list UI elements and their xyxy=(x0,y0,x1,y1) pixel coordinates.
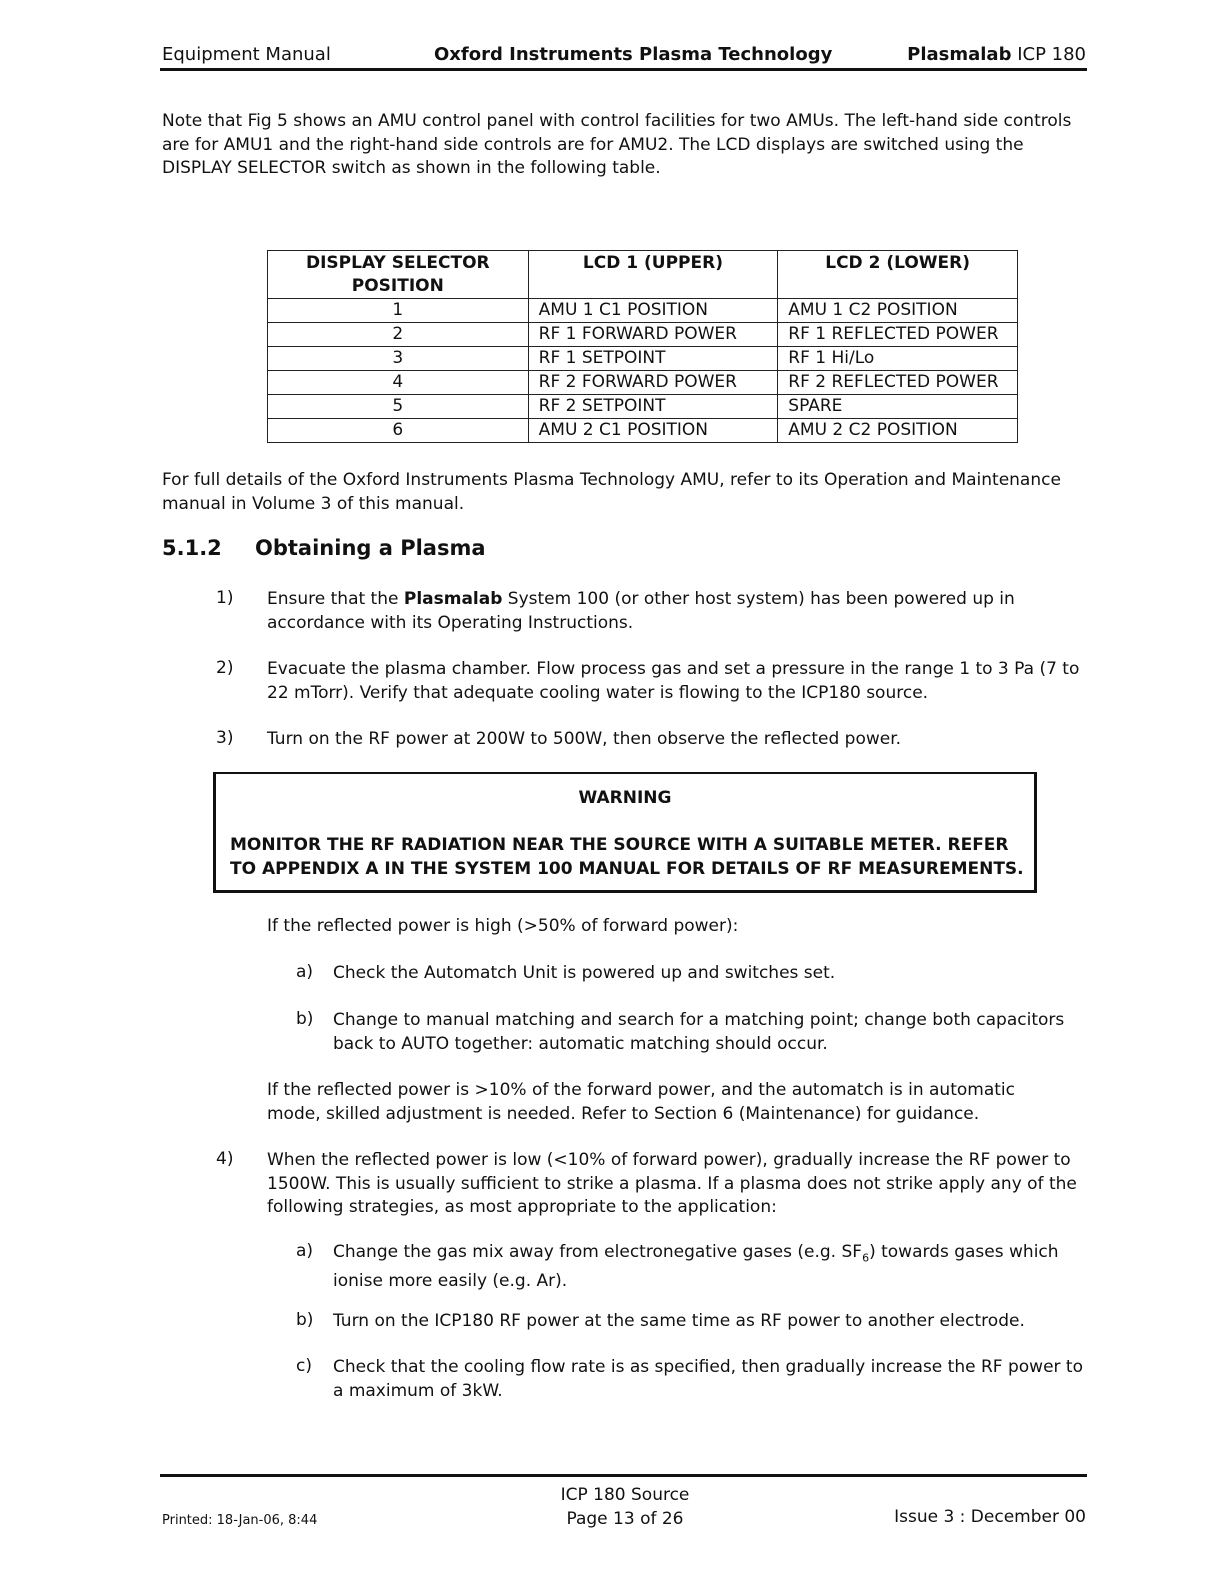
item-text xyxy=(333,1241,1093,1293)
cell-lcd2: RF 1 Hi/Lo xyxy=(778,347,1018,371)
full-details-paragraph: For full details of the Oxford Instruments Plasma Technology AMU, refer to its Operation and Maintenance manual in Volume 3 of this manual. xyxy=(162,470,1061,514)
high-reflected-intro: If the reflected power is high (>50% of forward power): xyxy=(267,916,739,936)
cell-lcd1: AMU 1 C1 POSITION xyxy=(528,299,778,323)
footer-doc: ICP 180 Source xyxy=(560,1485,690,1505)
subscript: 6 xyxy=(862,1251,870,1265)
item-text: Turn on the ICP180 RF power at the same time as RF power to another electrode. xyxy=(333,1311,1025,1331)
item-text: Check that the cooling flow rate is as specified, then gradually increase the RF power to a maximum of 3kW. xyxy=(333,1357,1083,1401)
item-label: a) xyxy=(296,1241,314,1261)
high-reflected-note: If the reflected power is >10% of the forward power, and the automatch is in automatic mode, skilled adjustment is needed. Refer to Section 6 (Maintenance) for guidance. xyxy=(267,1080,1015,1124)
step-number: 4) xyxy=(216,1149,234,1169)
cell-lcd1: RF 1 SETPOINT xyxy=(528,347,778,371)
cell-lcd1: RF 1 FORWARD POWER xyxy=(528,323,778,347)
header-right xyxy=(907,44,1086,65)
section-title: Obtaining a Plasma xyxy=(255,536,486,560)
table-row xyxy=(268,395,1018,419)
item-text: Check the Automatch Unit is powered up and switches set. xyxy=(333,963,836,983)
text-segment: System 100 (or other host system) has been powered up in accordance with its Operating Instructions. xyxy=(267,589,1015,633)
footer-page: Page 13 of 26 xyxy=(566,1509,684,1529)
section-number: 5.1.2 xyxy=(162,536,222,560)
footer-printed: Printed: 18-Jan-06, 8:44 xyxy=(162,1513,318,1528)
warning-box xyxy=(213,772,1037,893)
header-right-rest: ICP 180 xyxy=(1011,44,1086,65)
brand-bold: Plasmalab xyxy=(403,589,503,609)
text-segment: ) towards gases which ionise more easily (e.g. Ar). xyxy=(333,1242,1059,1291)
header-right-bold: Plasmalab xyxy=(907,44,1012,65)
table-header-row xyxy=(268,251,1018,299)
table-row xyxy=(268,299,1018,323)
header-left: Equipment Manual xyxy=(162,44,331,65)
warning-title: WARNING xyxy=(578,788,672,808)
step-text: Evacuate the plasma chamber. Flow process gas and set a pressure in the range 1 to 3 Pa (7 to 22 mTorr). Verify that adequate cooling water is flowing to the ICP180 source. xyxy=(267,659,1080,703)
text-segment: Ensure that the xyxy=(267,589,404,609)
table-row xyxy=(268,419,1018,443)
step-number: 2) xyxy=(216,658,234,678)
cell-lcd1: AMU 2 C1 POSITION xyxy=(528,419,778,443)
cell-lcd2: AMU 2 C2 POSITION xyxy=(778,419,1018,443)
cell-lcd2: RF 2 REFLECTED POWER xyxy=(778,371,1018,395)
footer-issue: Issue 3 : December 00 xyxy=(894,1507,1086,1527)
item-label: b) xyxy=(296,1310,314,1330)
section-heading xyxy=(162,536,486,560)
warning-line: TO APPENDIX A IN THE SYSTEM 100 MANUAL FOR DETAILS OF RF MEASUREMENTS. xyxy=(230,858,1024,879)
step-number: 1) xyxy=(216,588,234,608)
table-row xyxy=(268,323,1018,347)
table-row xyxy=(268,371,1018,395)
cell-position: 5 xyxy=(268,395,529,419)
step-number: 3) xyxy=(216,728,234,748)
warning-body xyxy=(230,834,1024,881)
cell-position: 6 xyxy=(268,419,529,443)
cell-position: 2 xyxy=(268,323,529,347)
header-position: DISPLAY SELECTOR POSITION xyxy=(268,251,529,299)
step-text xyxy=(267,588,1057,635)
cell-lcd2: RF 1 REFLECTED POWER xyxy=(778,323,1018,347)
header-lcd1: LCD 1 (UPPER) xyxy=(528,251,778,299)
item-text: Change to manual matching and search for a matching point; change both capacitors back to AUTO together: automatic matching should occur. xyxy=(333,1010,1065,1054)
header-center: Oxford Instruments Plasma Technology xyxy=(434,44,833,65)
page-header xyxy=(162,44,1086,70)
step-text: When the reflected power is low (<10% of forward power), gradually increase the RF power to 1500W. This is usually sufficient to strike a plasma. If a plasma does not strike apply any of the following strategies, as most appropriate to the application: xyxy=(267,1150,1077,1217)
header-lcd2: LCD 2 (LOWER) xyxy=(778,251,1018,299)
cell-position: 3 xyxy=(268,347,529,371)
cell-position: 4 xyxy=(268,371,529,395)
cell-lcd1: RF 2 FORWARD POWER xyxy=(528,371,778,395)
header-rule xyxy=(160,68,1087,71)
cell-lcd2: SPARE xyxy=(778,395,1018,419)
step-text: Turn on the RF power at 200W to 500W, then observe the reflected power. xyxy=(267,729,902,749)
item-label: b) xyxy=(296,1009,314,1029)
footer-rule xyxy=(160,1474,1087,1477)
cell-lcd1: RF 2 SETPOINT xyxy=(528,395,778,419)
cell-position: 1 xyxy=(268,299,529,323)
footer-center xyxy=(560,1483,690,1531)
warning-line: MONITOR THE RF RADIATION NEAR THE SOURCE WITH A SUITABLE METER. REFER xyxy=(230,835,1009,855)
display-selector-table xyxy=(267,250,1018,443)
item-label: a) xyxy=(296,962,314,982)
text-segment: Change the gas mix away from electronegative gases (e.g. SF xyxy=(333,1242,863,1262)
intro-paragraph: Note that Fig 5 shows an AMU control panel with control facilities for two AMUs. The left-hand side controls are for AMU1 and the right-hand side controls are for AMU2. The LCD displays are switched using the DISPLAY SELECTOR switch as shown in the following table. xyxy=(162,111,1072,178)
table-row xyxy=(268,347,1018,371)
item-label: c) xyxy=(296,1356,312,1376)
cell-lcd2: AMU 1 C2 POSITION xyxy=(778,299,1018,323)
